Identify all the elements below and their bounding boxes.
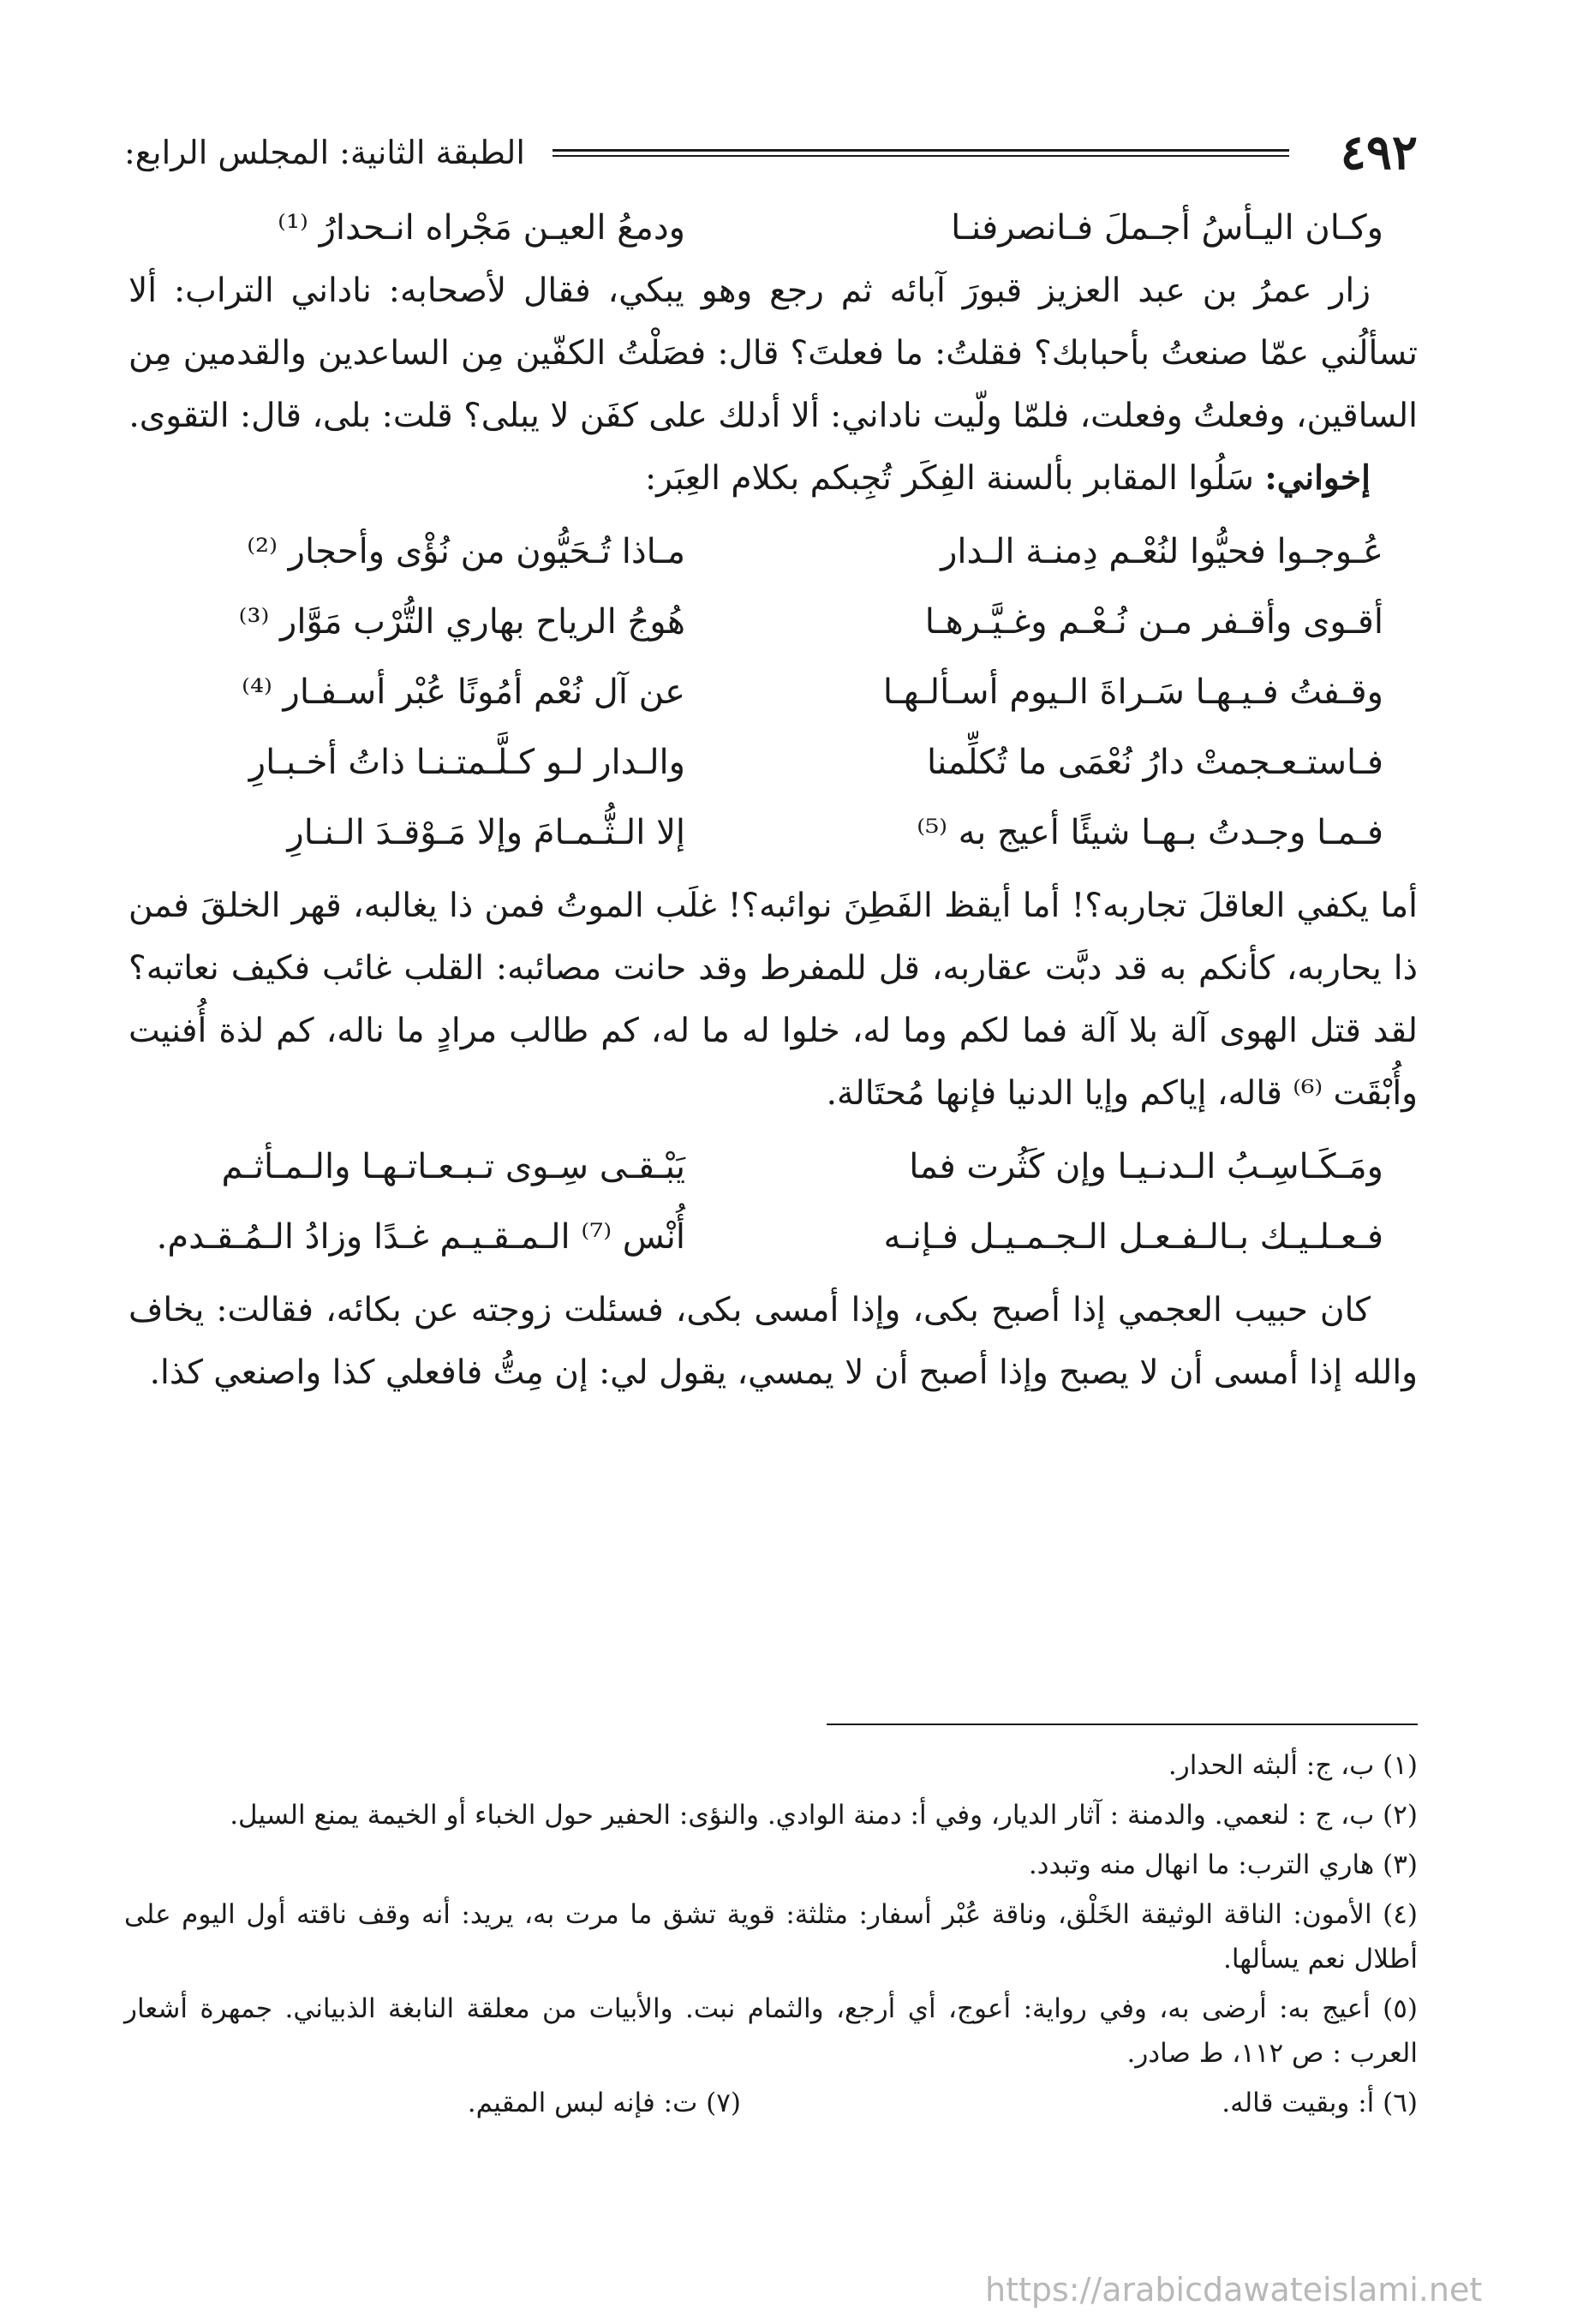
poem-verse xyxy=(128,1202,1418,1272)
verse-line xyxy=(128,195,1418,260)
running-title: الطبقة الثانية: المجلس الرابع: xyxy=(124,134,525,171)
footnotes xyxy=(124,1743,1418,2125)
paragraph-lead: إخواني: xyxy=(1264,458,1371,498)
watermark-url: https://arabicdawateislami.net xyxy=(985,2271,1483,2309)
poem-verse xyxy=(128,657,1418,727)
paragraph-umar: زار عمرُ بن عبد العزيز قبورَ آبائه ثم رجع وهو يبكي، فقال لأصحابه: ناداني التراب: ألا تسألُني عمّا صنعتُ بأحبابك؟ فقلتُ: ما فعلتَ؟ قال: فصَلْتُ الكفّين مِن الساعدين والقدمين مِن الساقين، وفعلتُ وفعلت، فلمّا ولّيت ناداني: ألا أدلك على كفَن لا يبلى؟ قلت: بلى، قال: التقوى. xyxy=(128,272,1418,435)
verse-hemistich-second: يَبْـقـى سِـوى تـبـعـاتـهـا والـمـأثـم xyxy=(221,1147,685,1186)
verse-hemistich-second: هُوجُ الرياح بهاري التُّرْب مَوَّار ⁽³⁾ xyxy=(238,602,685,642)
footnote-6: (٦) أ: وبقيت قاله. xyxy=(1222,2088,1418,2118)
main-text xyxy=(128,195,1418,1404)
page-number: ٤٩٢ xyxy=(1340,124,1418,181)
paragraph-text: سَلُوا المقابر بألسنة الفِكَر تُجِبكم بكلام العِبَر: xyxy=(645,459,1265,498)
verse-hemistich-second: أُنْس ⁽⁷⁾ الـمـقـيـم غـدًا وزادُ الـمُـقـدم. xyxy=(156,1217,685,1257)
poem-verse xyxy=(128,587,1418,657)
footnote-row xyxy=(124,2081,1418,2125)
footnote-3: (٣) هاري الترب: ما انهال منه وتبدد. xyxy=(1028,1849,1418,1880)
paragraph-ikhwani xyxy=(128,447,1418,510)
verse-hemistich-second: والـدار لـو كـلَّـمتـنـا ذاتُ أخـبـارِ xyxy=(248,743,685,782)
poem-verse xyxy=(128,1132,1418,1202)
paragraph-habib: كان حبيب العجمي إذا أصبح بكى، وإذا أمسى بكى، فسئلت زوجته عن بكائه، فقالت: يخاف والله إذا أمسى أن لا يصبح وإذا أصبح أن لا يمسي، يقول لي: إن مِتُّ فافعلي كذا واصنعي كذا. xyxy=(128,1291,1418,1392)
footnote-5: (٥) أعيج به: أرضى به، وفي رواية: أعوج، أي أرجع، والثمام نبت. والأبيات من معلقة النابغة الذبياني. جمهرة أشعار العرب : ص ١١٢، ط صادر. xyxy=(124,1993,1418,2069)
verse-hemistich-second: إلا الـثُّـمـامَ وإلا مَـوْقـدَ الـنـارِ xyxy=(287,813,685,852)
verse-hemistich-first: فـاستـعـجمتْ دارُ نُعْمَى ما تُكلِّمنا xyxy=(926,743,1383,782)
footnote-4: (٤) الأمون: الناقة الوثيقة الخَلْق، وناقة عُبْر أسفار: مثلثة: قوية تشق ما مرت به، يريد: أنه وقف ناقته أول اليوم على أطلال نعم يسألها. xyxy=(124,1899,1418,1975)
verse-hemistich-first: وكـان اليـأسُ أجـملَ فـانصرفنـا xyxy=(951,207,1383,248)
verse-hemistich-first: ومَـكَـاسِـبُ الـدنـيـا وإن كَثُرت فما xyxy=(909,1147,1383,1186)
verse-hemistich-first: فـمـا وجـدتُ بـهـا شيئًا أعيج به ⁽⁵⁾ xyxy=(917,813,1383,852)
footnote-2: (٢) ب، ج : لنعمي. والدمنة : آثار الديار، وفي أ: دمنة الوادي. والنؤى: الحفير حول الخباء أو الخيمة يمنع السيل. xyxy=(230,1800,1418,1831)
verse-hemistich-second: ودمعُ العيـن مَجْراه انـحدارُ ⁽¹⁾ xyxy=(278,207,685,248)
poem-verse xyxy=(128,727,1418,798)
verse-hemistich-second: مـاذا تُـحَيُّون من نُؤْى وأحجار ⁽²⁾ xyxy=(247,532,685,571)
footnote-rule xyxy=(827,1724,1418,1725)
verse-hemistich-first: عُـوجـوا فحيُّوا لنُعْـم دِمنـة الـدار xyxy=(941,532,1383,571)
footnote-1: (١) ب، ج: ألبثه الحدار. xyxy=(1168,1750,1418,1781)
verse-hemistich-first: فـعـلـيـك بـالـفـعـل الـجـمـيـل فـإنـه xyxy=(883,1217,1383,1257)
header-rule xyxy=(553,149,1289,157)
verse-hemistich-first: وقـفتُ فـيـهـا سَـراةَ الـيوم أسـألـهـا xyxy=(882,672,1383,712)
page-header xyxy=(124,118,1418,187)
poem-verse xyxy=(128,798,1418,868)
paragraph-death: أما يكفي العاقلَ تجاربه؟! أما أيقظ الفَطِنَ نوائبه؟! غلَب الموتُ فمن ذا يغالبه، قهر الخلقَ فمن ذا يحاربه، كأنكم به قد دبَّت عقاربه، قل للمفرط وقد حانت مصائبه: القلب غائب فكيف نعاتبه؟ لقد قتل الهوى آلة بلا آلة فما لكم وما له، خلوا له ما له، كم طالب مرادٍ ما ناله، كم لذة أُفنيت وأُبْقَت ⁽⁶⁾ قاله، إياكم وإيا الدنيا فإنها مُحتَالة. xyxy=(128,887,1418,1113)
verse-hemistich-second: عن آل نُعْم أمُونًا عُبْر أسـفـار ⁽⁴⁾ xyxy=(242,672,685,712)
verse-hemistich-first: أقـوى وأقـفر مـن نُـعْـم وغـيَّـرهـا xyxy=(924,602,1383,642)
footnote-7: (٧) ت: فإنه لبس المقيم. xyxy=(467,2088,741,2118)
poem-verse xyxy=(128,517,1418,587)
